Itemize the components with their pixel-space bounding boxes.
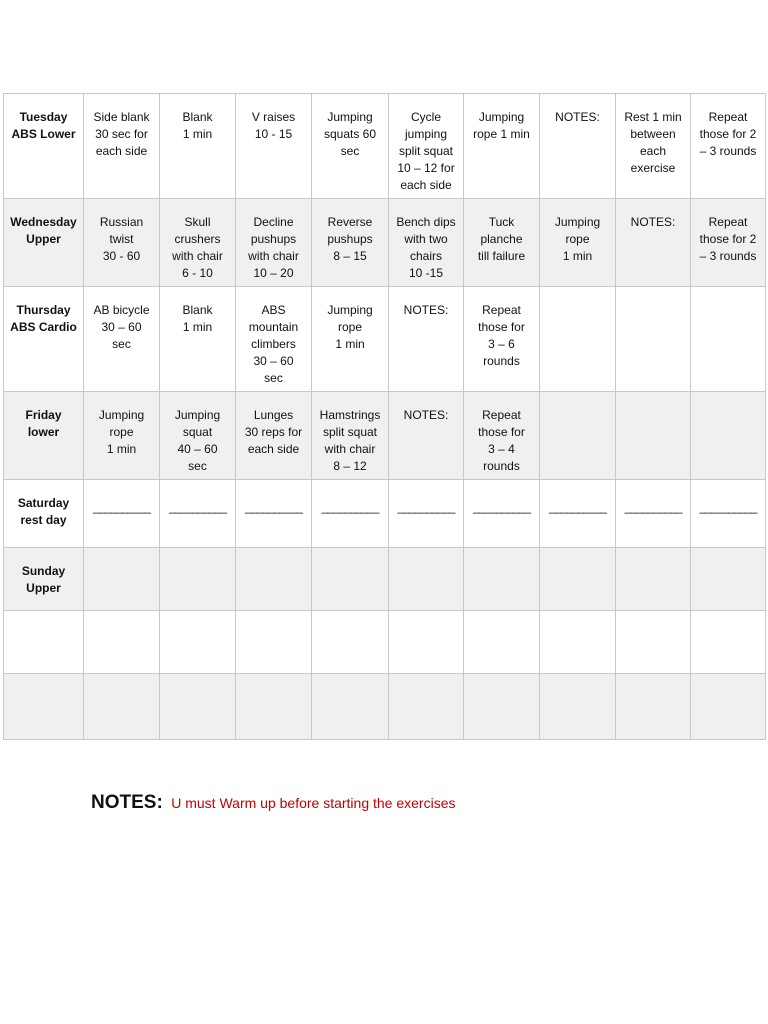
exercise-text-line: 8 – 12 [333,459,367,473]
exercise-text-line: ABS [261,303,286,317]
exercise-cell [84,611,160,674]
schedule-row [4,611,766,674]
exercise-text-line: 1 min [335,337,365,351]
exercise-text-line: V raises [251,110,296,124]
exercise-text-line: climbers [251,337,296,351]
exercise-cell [236,287,312,392]
exercise-text-line: rope [337,320,363,334]
exercise-cell [616,480,691,548]
exercise-cell [312,287,389,392]
blank-fill-line: __________ [624,500,682,514]
exercise-text-line: Lunges [253,408,294,422]
exercise-cell [160,199,236,287]
exercise-cell [616,287,691,392]
exercise-cell [464,674,540,740]
exercise-cell [312,94,389,199]
exercise-text-line: Side blank [93,110,150,124]
exercise-text-line: with chair [248,249,299,263]
exercise-text-line: NOTES: [403,303,449,317]
day-cell [4,287,84,392]
blank-fill-line: __________ [321,500,379,514]
day-cell [4,392,84,480]
exercise-text-line: rounds [483,459,520,473]
exercise-text-line: rope 1 min [473,127,530,141]
exercise-text-line: pushups [327,232,373,246]
exercise-cell [691,611,766,674]
exercise-text-line: planche [480,232,523,246]
exercise-cell [691,94,766,199]
day-cell [4,674,84,740]
exercise-cell [389,199,464,287]
exercise-text-line: those for 2 [699,127,757,141]
exercise-cell [464,392,540,480]
exercise-cell [691,287,766,392]
exercise-text-line: Bench dips [396,215,456,229]
exercise-cell [691,392,766,480]
day-label-line: rest day [20,513,67,527]
exercise-cell [236,480,312,548]
exercise-text-line: rope [109,425,134,439]
exercise-text-line: rounds [483,354,520,368]
schedule-row [4,548,766,611]
day-cell [4,548,84,611]
exercise-text-line: Rest 1 min [624,110,682,124]
day-label-line: Wednesday [10,215,77,229]
exercise-cell [464,480,540,548]
exercise-cell [540,392,616,480]
exercise-cell [312,674,389,740]
exercise-cell [84,548,160,611]
exercise-text-line: each [639,144,667,158]
exercise-cell [160,480,236,548]
exercise-cell [84,94,160,199]
exercise-cell [160,548,236,611]
exercise-cell [691,548,766,611]
exercise-text-line: NOTES: [555,110,600,124]
exercise-text-line: – 3 rounds [699,249,757,263]
exercise-cell [616,392,691,480]
exercise-text-line: Jumping [327,303,373,317]
exercise-cell [616,199,691,287]
exercise-text-line: sec [340,144,360,158]
exercise-text-line: Repeat [482,408,521,422]
exercise-cell [389,392,464,480]
exercise-text-line: Tuck [488,215,515,229]
exercise-cell [464,548,540,611]
exercise-text-line: those for 2 [699,232,757,246]
exercise-cell [616,611,691,674]
day-label-line: Saturday [17,496,70,510]
blank-fill-line: __________ [549,500,606,514]
exercise-cell [236,674,312,740]
exercise-cell [540,480,616,548]
notes-footer [91,792,456,814]
exercise-text-line: Reverse [327,215,373,229]
day-label-line: Friday [25,408,62,422]
exercise-cell [540,674,616,740]
exercise-text-line: Skull [184,215,211,229]
exercise-text-line: sec [264,371,283,385]
day-label-line: ABS Lower [11,127,76,141]
exercise-text-line: split squat [398,144,454,158]
exercise-text-line: AB bicycle [93,303,150,317]
exercise-text-line: 30 – 60 [253,354,294,368]
exercise-text-line: between [630,127,676,141]
exercise-text-line: Blank [182,303,213,317]
exercise-cell [236,199,312,287]
exercise-cell [691,674,766,740]
day-label-line: Thursday [16,303,71,317]
exercise-text-line: Russian [99,215,144,229]
exercise-cell [312,199,389,287]
exercise-cell [389,480,464,548]
day-cell [4,199,84,287]
schedule-row [4,392,766,480]
exercise-text-line: mountain [248,320,299,334]
exercise-cell [236,392,312,480]
blank-fill-line: __________ [699,500,757,514]
exercise-cell [540,287,616,392]
exercise-cell [540,199,616,287]
exercise-cell [312,548,389,611]
exercise-text-line: crushers [174,232,221,246]
day-label-line: Upper [26,232,61,246]
exercise-text-line: till failure [477,249,526,263]
exercise-text-line: NOTES: [403,408,449,422]
exercise-text-line: 30 - 60 [102,249,141,263]
exercise-text-line: squats 60 [323,127,377,141]
exercise-cell [84,392,160,480]
schedule-row [4,480,766,548]
exercise-text-line: 3 – 6 [488,337,515,351]
exercise-cell [540,611,616,674]
exercise-text-line: Jumping [554,215,601,229]
exercise-text-line: 10 - 15 [254,127,293,141]
exercise-text-line: those for [478,425,525,439]
exercise-text-line: Hamstrings [319,408,381,422]
exercise-cell [540,548,616,611]
exercise-text-line: 30 sec for [95,127,148,141]
exercise-text-line: Blank [182,110,213,124]
exercise-text-line: jumping [404,127,448,141]
blank-fill-line: __________ [245,500,302,514]
exercise-cell [236,94,312,199]
exercise-text-line: 1 min [106,442,137,456]
exercise-text-line: 10 – 12 for [397,161,455,175]
day-cell [4,94,84,199]
schedule-row [4,287,766,392]
exercise-text-line: rope [565,232,590,246]
exercise-text-line: Decline [253,215,294,229]
exercise-text-line: each side [95,144,148,158]
exercise-cell [464,94,540,199]
exercise-cell [464,287,540,392]
exercise-cell [616,548,691,611]
notes-text: U must Warm up before starting the exercises [171,795,456,811]
exercise-cell [84,199,160,287]
exercise-cell [236,548,312,611]
schedule-row [4,674,766,740]
exercise-text-line: sec [188,459,207,473]
exercise-cell [84,480,160,548]
exercise-text-line: 8 – 15 [333,249,367,263]
exercise-text-line: Repeat [482,303,521,317]
exercise-text-line: Repeat [708,110,748,124]
day-cell [4,611,84,674]
schedule-row [4,94,766,199]
exercise-cell [616,94,691,199]
exercise-text-line: twist [109,232,134,246]
workout-schedule-table [3,93,766,740]
day-label-line: lower [27,425,60,439]
exercise-cell [84,674,160,740]
exercise-text-line: 40 – 60 [177,442,218,456]
exercise-text-line: 30 – 60 [101,320,142,334]
exercise-cell [312,611,389,674]
exercise-cell [160,392,236,480]
blank-fill-line: __________ [397,500,455,514]
exercise-text-line: pushups [250,232,297,246]
exercise-text-line: split squat [322,425,378,439]
exercise-cell [312,480,389,548]
day-label-line: Upper [26,581,61,595]
exercise-text-line: Repeat [708,215,748,229]
exercise-text-line: exercise [630,161,676,175]
exercise-text-line: 6 - 10 [182,266,213,280]
exercise-text-line: 30 reps for [244,425,303,439]
exercise-cell [160,287,236,392]
exercise-text-line: NOTES: [630,215,676,229]
exercise-text-line: with two [404,232,448,246]
exercise-text-line: with chair [324,442,376,456]
exercise-cell [540,94,616,199]
exercise-text-line: 10 -15 [408,266,444,280]
exercise-text-line: squat [182,425,213,439]
exercise-cell [464,199,540,287]
exercise-cell [312,392,389,480]
exercise-cell [389,674,464,740]
exercise-cell [84,287,160,392]
exercise-cell [691,480,766,548]
exercise-text-line: those for [478,320,525,334]
exercise-text-line: 1 min [562,249,593,263]
exercise-text-line: 1 min [182,127,213,141]
exercise-cell [464,611,540,674]
exercise-text-line: – 3 rounds [699,144,757,158]
schedule-row [4,199,766,287]
exercise-text-line: chairs [409,249,442,263]
exercise-cell [691,199,766,287]
exercise-text-line: 1 min [182,320,213,334]
exercise-text-line: Jumping [478,110,525,124]
blank-fill-line: __________ [93,500,150,514]
exercise-cell [389,287,464,392]
exercise-text-line: Cycle [410,110,441,124]
blank-fill-line: __________ [473,500,530,514]
exercise-text-line: 3 – 4 [488,442,515,456]
exercise-cell [160,94,236,199]
day-label-line: Tuesday [19,110,68,124]
exercise-cell [389,611,464,674]
exercise-text-line: sec [112,337,131,351]
exercise-text-line: Jumping [174,408,221,422]
exercise-text-line: with chair [172,249,223,263]
exercise-cell [236,611,312,674]
exercise-text-line: 10 – 20 [253,266,294,280]
day-label-line: ABS Cardio [10,320,77,334]
exercise-cell [389,94,464,199]
exercise-cell [160,674,236,740]
exercise-text-line: each side [247,442,300,456]
day-cell [4,480,84,548]
exercise-text-line: each side [400,178,452,192]
notes-label: NOTES: [91,792,163,813]
exercise-text-line: Jumping [327,110,373,124]
exercise-cell [616,674,691,740]
exercise-text-line: Jumping [98,408,145,422]
exercise-cell [160,611,236,674]
day-label-line: Sunday [21,564,66,578]
exercise-cell [389,548,464,611]
blank-fill-line: __________ [169,500,226,514]
